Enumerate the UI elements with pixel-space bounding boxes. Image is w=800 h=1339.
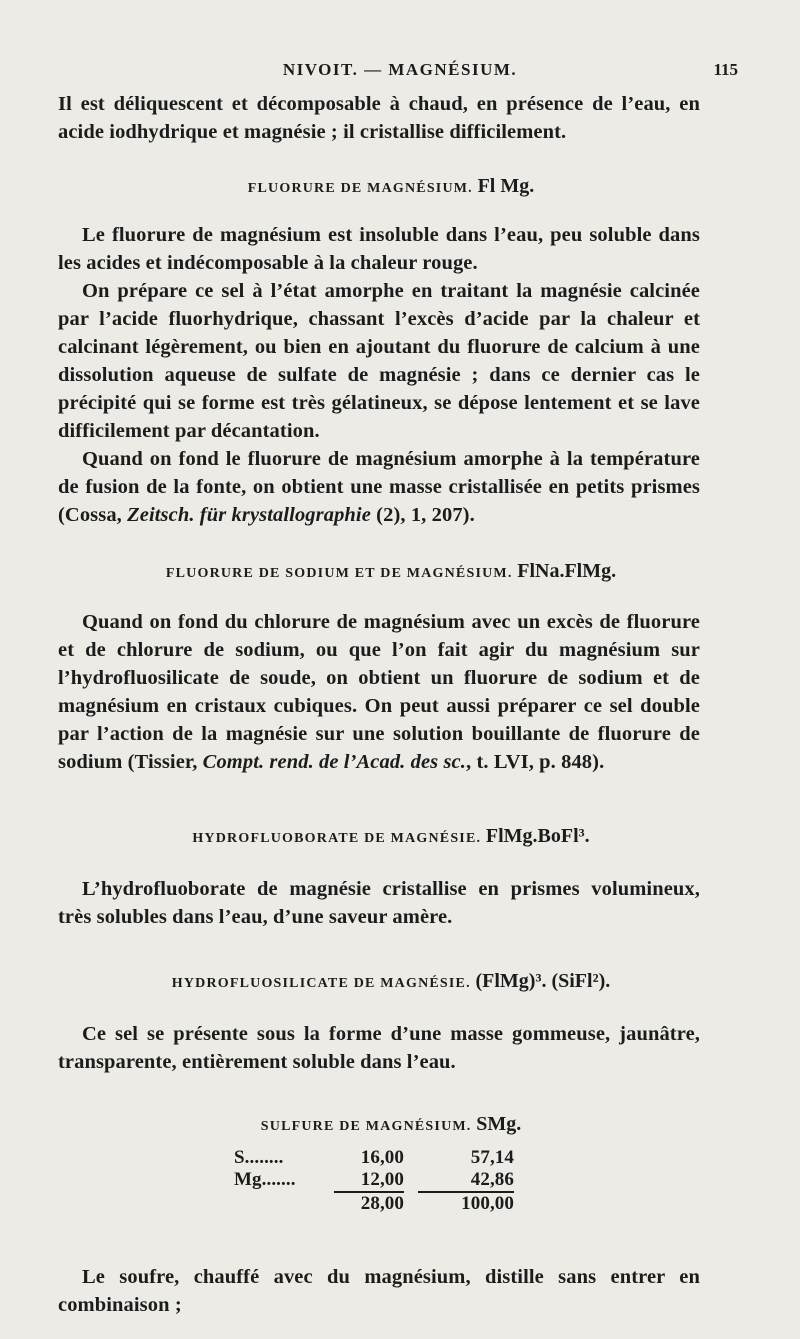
heading-formula: SMg. <box>476 1113 522 1135</box>
composition-total-row <box>234 1191 700 1215</box>
paragraph <box>58 608 700 776</box>
section-heading <box>58 967 700 998</box>
section-fluorure-magnesium <box>58 172 700 529</box>
text-run: Quand on fond du chlorure de magnésium avec un excès de fluorure et de chlorure de sodium, ou que l’on fait agir du magnésium sur l’hydrofluosilicate de soude, on obtient un fluorure de sodium et de magnésium en cristaux cubiques. On peut aussi préparer ce sel double par l’action de la magnésie sur une solution bouillante de fluorure de sodium (Tissier, <box>58 611 700 773</box>
paragraph: L’hydrofluoborate de magnésie cristallise en prismes volumineux, très solubles dans l’eau, d’une saveur amère. <box>58 878 700 928</box>
section-fluorure-sodium-magnesium <box>58 557 700 776</box>
page-number: 115 <box>713 60 738 79</box>
section-hydrofluoborate <box>58 822 700 931</box>
heading-formula: (FlMg)³. (SiFl²). <box>475 970 611 992</box>
mass-value: 12,00 <box>360 1169 404 1190</box>
heading-formula: Fl Mg. <box>477 175 535 197</box>
section-heading <box>58 822 700 853</box>
section-heading <box>58 557 700 588</box>
composition-row <box>234 1147 700 1169</box>
running-title: NIVOIT. — MAGNÉSIUM. <box>282 60 518 79</box>
percent-value: 42,86 <box>470 1169 514 1190</box>
paragraph: Le soufre, chauffé avec du magnésium, distille sans entrer en combinaison ; <box>58 1266 700 1316</box>
citation-title: Compt. rend. de l’Acad. des sc. <box>202 751 466 773</box>
paragraph: On prépare ce sel à l’état amorphe en traitant la magnésie calcinée par l’acide fluorhydrique, chassant l’excès d’acide par la chaleur et calcinant légèrement, ou bien en ajoutant du fluorure de calcium à une dissolution aqueuse de sulfate de magnésie ; dans ce dernier cas le précipité qui se forme est très gélatineux, se dépose lentement et se lave difficilement par décantation. <box>58 280 700 442</box>
page-header <box>60 60 740 88</box>
text-run: (2), 1, 207). <box>370 504 475 526</box>
section-heading <box>58 172 700 203</box>
section-sulfure-magnesium <box>58 1110 700 1319</box>
composition-row <box>234 1169 700 1191</box>
heading-text: SULFURE DE MAGNÉSIUM. <box>260 1119 472 1134</box>
citation-title: Zeitsch. für krystallographie <box>127 504 371 526</box>
total-mass: 28,00 <box>334 1191 404 1215</box>
text-run: Quand on fond le fluorure de magnésium amorphe à la température de fusion de la fonte, on obtient une masse cristallisée en petits prismes (Cossa, <box>58 448 700 526</box>
paragraph <box>58 445 700 529</box>
percent-value: 57,14 <box>470 1147 514 1168</box>
heading-formula: FlNa.FlMg. <box>517 560 617 582</box>
heading-formula: FlMg.BoFl³. <box>485 825 590 847</box>
mass-value: 16,00 <box>360 1147 404 1168</box>
composition-table <box>234 1147 700 1215</box>
heading-text: FLUORURE DE MAGNÉSIUM. <box>247 181 473 196</box>
heading-text: HYDROFLUOBORATE DE MAGNÉSIE. <box>192 831 482 846</box>
paragraph: Le fluorure de magnésium est insoluble dans l’eau, peu soluble dans les acides et indécomposable à la chaleur rouge. <box>58 224 700 274</box>
section-heading <box>58 1110 700 1141</box>
total-percent: 100,00 <box>418 1191 514 1215</box>
text-run: , t. LVI, p. 848). <box>466 751 605 773</box>
total-spacer <box>234 1191 334 1215</box>
intro-paragraph: Il est déliquescent et décomposable à chaud, en présence de l’eau, en acide iodhydrique et magnésie ; il cristallise difficilement. <box>58 93 700 143</box>
heading-text: FLUORURE DE SODIUM ET DE MAGNÉSIUM. <box>165 566 513 581</box>
heading-text: HYDROFLUOSILICATE DE MAGNÉSIE. <box>171 976 471 991</box>
page-body <box>58 90 700 1319</box>
section-hydrofluosilicate <box>58 967 700 1076</box>
element-label: S........ <box>234 1147 284 1168</box>
element-label: Mg....... <box>234 1169 296 1190</box>
paragraph: Ce sel se présente sous la forme d’une masse gommeuse, jaunâtre, transparente, entièrement soluble dans l’eau. <box>58 1023 700 1073</box>
